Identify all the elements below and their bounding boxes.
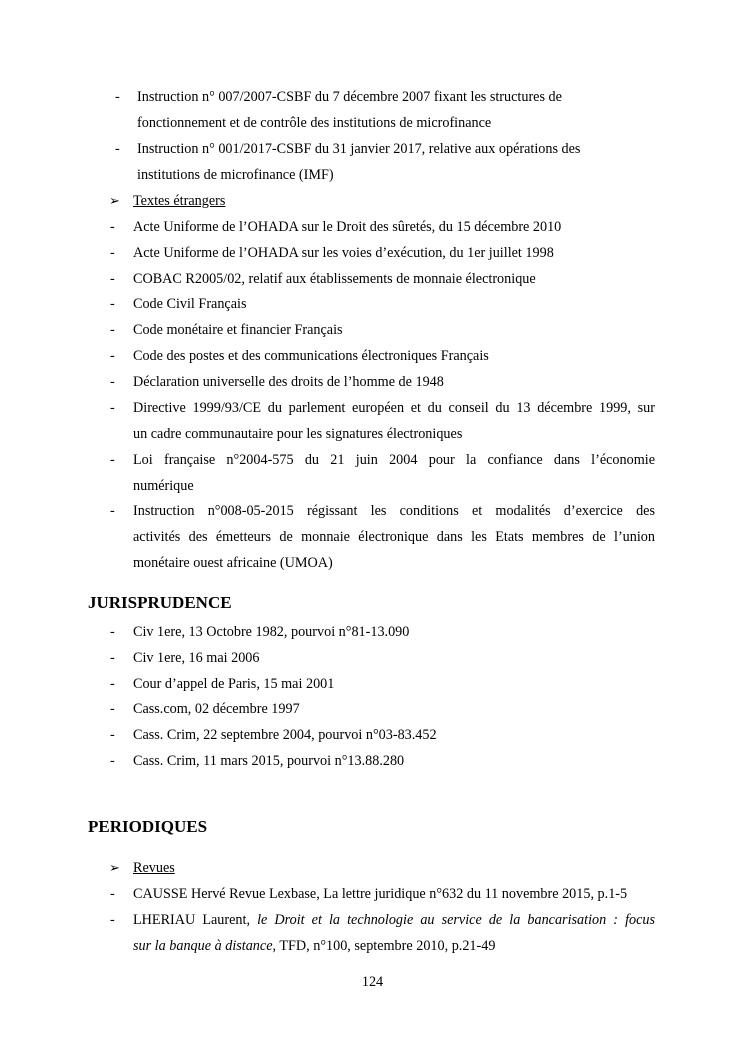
list-item-line: monétaire ouest africaine (UMOA): [133, 555, 333, 571]
list-item: Code Civil Français: [133, 296, 247, 312]
section-subheading-revues: Revues: [133, 860, 175, 876]
list-item: Acte Uniforme de l’OHADA sur les voies d’exécution, du 1er juillet 1998: [133, 245, 554, 261]
bullet-dash: -: [110, 400, 115, 416]
list-item-line: fonctionnement et de contrôle des institutions de microfinance: [137, 115, 492, 131]
article-title-continued: sur la banque à distance: [133, 938, 273, 954]
list-item: Déclaration universelle des droits de l’homme de 1948: [133, 374, 444, 390]
list-item: Code monétaire et financier Français: [133, 322, 343, 338]
list-item: Cass.com, 02 décembre 1997: [133, 701, 300, 717]
section-subheading-textes-etrangers: Textes étrangers: [133, 193, 226, 209]
arrow-bullet-icon: ➢: [109, 193, 120, 208]
list-item-line: Instruction n° 007/2007-CSBF du 7 décembre 2007 fixant les structures de: [137, 89, 562, 105]
bullet-dash: -: [110, 245, 115, 261]
list-item-line: Instruction n° 001/2017-CSBF du 31 janvier 2017, relative aux opérations des: [137, 141, 581, 157]
list-item-line: Instruction n°008-05-2015 régissant les conditions et modalités d’exercice des: [133, 503, 655, 519]
list-item: COBAC R2005/02, relatif aux établissements de monnaie électronique: [133, 271, 536, 287]
list-item-line: un cadre communautaire pour les signatures électroniques: [133, 426, 463, 442]
bullet-dash: -: [110, 676, 115, 692]
bullet-dash: -: [110, 452, 115, 468]
list-item-line: Directive 1999/93/CE du parlement européen et du conseil du 13 décembre 1999, sur: [133, 400, 655, 416]
citation-details: , TFD, n°100, septembre 2010, p.21-49: [272, 938, 496, 954]
section-heading-periodiques: PERIODIQUES: [88, 817, 208, 836]
bullet-dash: -: [110, 727, 115, 743]
list-item-line: activités des émetteurs de monnaie électronique dans les Etats membres de l’union: [133, 529, 655, 545]
list-item-line: Loi française n°2004-575 du 21 juin 2004 pour la confiance dans l’économie: [133, 452, 655, 468]
bullet-dash: -: [115, 89, 120, 105]
bullet-dash: -: [110, 753, 115, 769]
list-item-line: numérique: [133, 478, 194, 494]
bullet-dash: -: [110, 650, 115, 666]
list-item: Civ 1ere, 13 Octobre 1982, pourvoi n°81-13.090: [133, 624, 410, 640]
page-number: 124: [361, 974, 384, 990]
bullet-dash: -: [115, 141, 120, 157]
bullet-dash: -: [110, 348, 115, 364]
bullet-dash: -: [110, 912, 115, 928]
list-item: Civ 1ere, 16 mai 2006: [133, 650, 260, 666]
list-item: Code des postes et des communications électroniques Français: [133, 348, 489, 364]
list-item: Acte Uniforme de l’OHADA sur le Droit des sûretés, du 15 décembre 2010: [133, 219, 562, 235]
list-item-line: institutions de microfinance (IMF): [137, 167, 334, 183]
bullet-dash: -: [110, 886, 115, 902]
bullet-dash: -: [110, 271, 115, 287]
section-heading-jurisprudence: JURISPRUDENCE: [88, 593, 232, 612]
list-item: Cass. Crim, 11 mars 2015, pourvoi n°13.88.280: [133, 753, 405, 769]
list-item-line: [133, 937, 495, 955]
author: LHERIAU Laurent,: [133, 912, 250, 928]
list-item: Cass. Crim, 22 septembre 2004, pourvoi n°03-83.452: [133, 727, 437, 743]
list-item-line: [133, 911, 655, 929]
bullet-dash: -: [110, 374, 115, 390]
bullet-dash: -: [110, 503, 115, 519]
bullet-dash: -: [110, 624, 115, 640]
bullet-dash: -: [110, 296, 115, 312]
bullet-dash: -: [110, 701, 115, 717]
arrow-bullet-icon: ➢: [109, 860, 120, 875]
list-item: CAUSSE Hervé Revue Lexbase, La lettre juridique n°632 du 11 novembre 2015, p.1-5: [133, 886, 628, 902]
article-title: le Droit et la technologie au service de la bancarisation : focus: [257, 912, 656, 928]
list-item: Cour d’appel de Paris, 15 mai 2001: [133, 676, 335, 692]
bullet-dash: -: [110, 322, 115, 338]
bullet-dash: -: [110, 219, 115, 235]
